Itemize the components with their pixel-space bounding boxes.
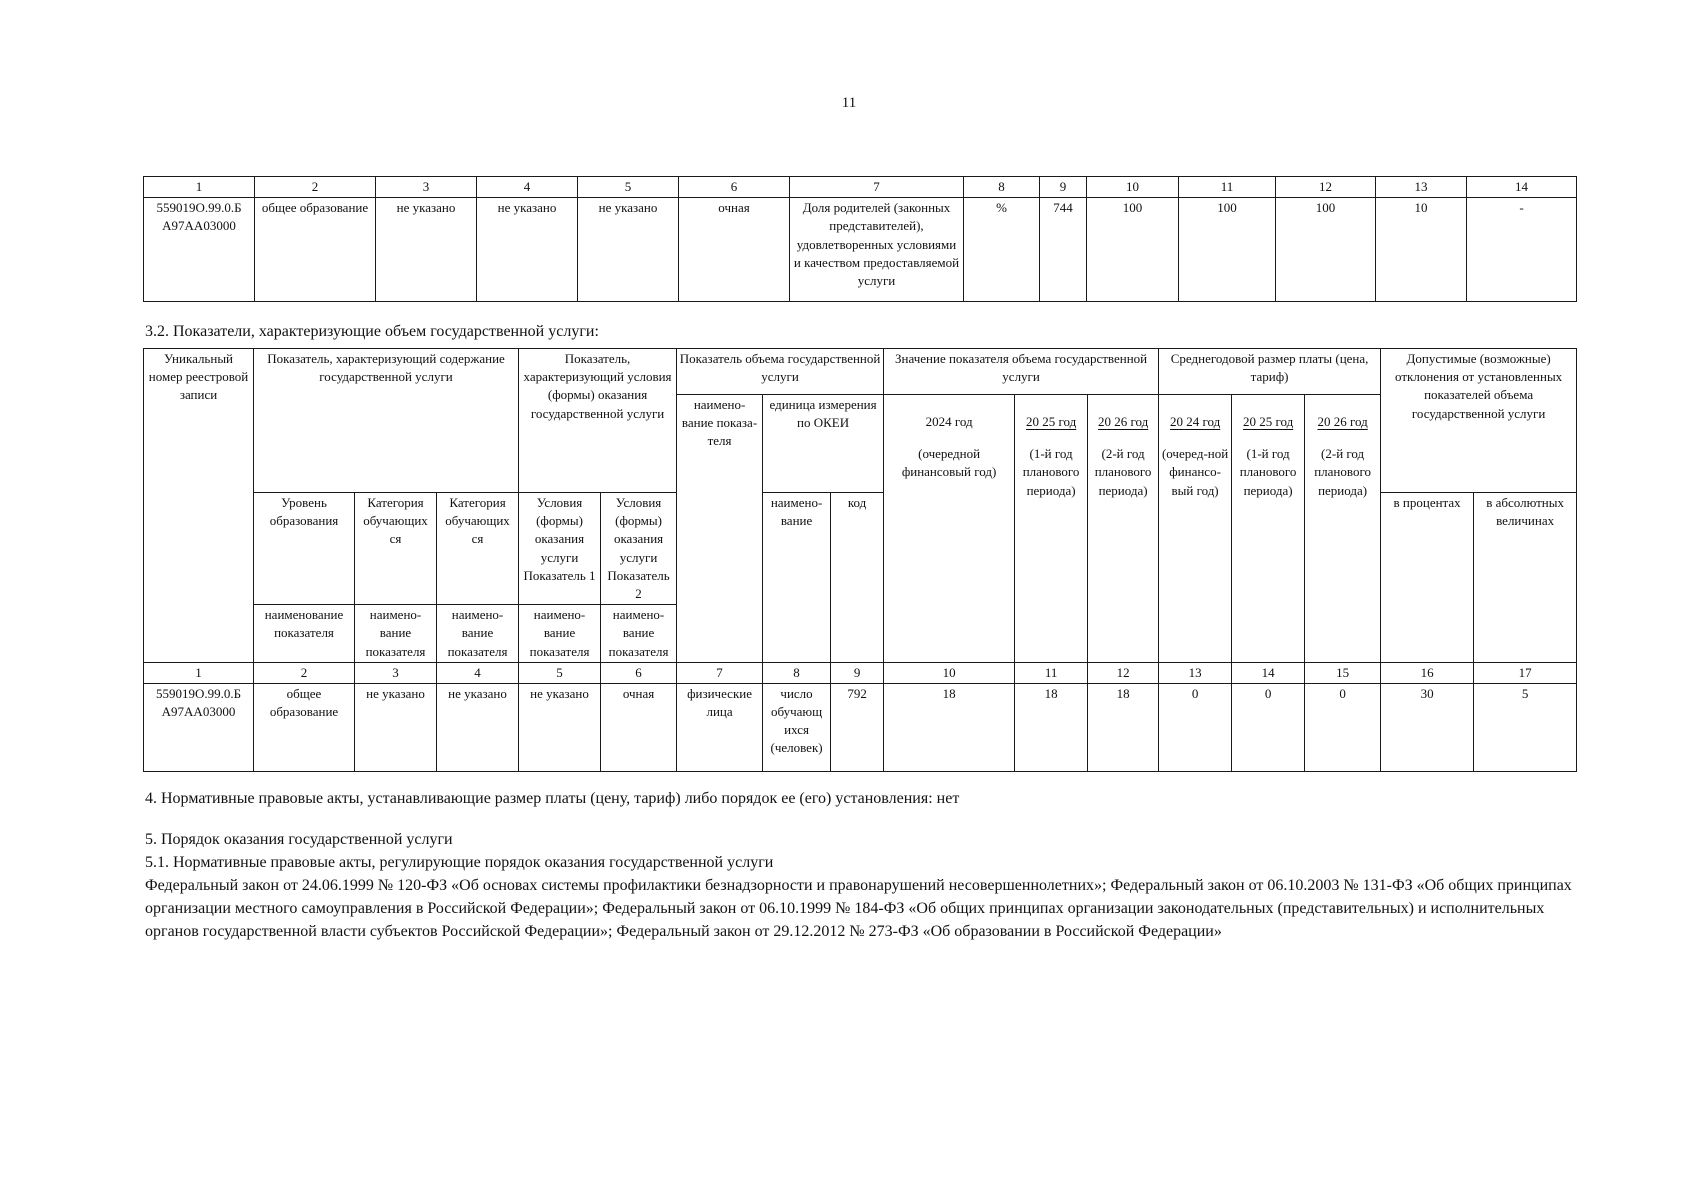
- cell-category: не указано: [376, 198, 477, 302]
- law-references-text: Федеральный закон от 24.06.1999 № 120-ФЗ «Об основах системы профилактики безнадзорности и правонарушений несовершеннолетних»; Федеральный закон от 06.10.2003 № 131-ФЗ «Об общих принципах организации местного самоуправления в Российской Федерации»; Федеральный закон от 06.10.1999 № 184-ФЗ «Об общих принципах организации законодательных (представительных) и исполнительных органов государственной власти субъектов Российской Федерации»; Федеральный закон от 29.12.2012 № 273-ФЗ «Об образовании в Российской Федерации»: [145, 877, 1572, 940]
- column-number: 10: [884, 662, 1015, 683]
- fee-2026-label: 20 26 год: [1317, 414, 1368, 429]
- cell-fee: 0: [1159, 683, 1232, 771]
- fee-2025-label: 20 25 год: [1242, 414, 1294, 429]
- header-student-category: Категория обучающих ся: [355, 493, 437, 605]
- header-unit-name: наимено-вание: [763, 493, 831, 663]
- fee-period-2: (2-й год планового периода): [1314, 446, 1371, 498]
- header-year-2026: [1088, 395, 1159, 663]
- header-student-category: Категория обучающих ся: [437, 493, 519, 605]
- cell-fee: 0: [1305, 683, 1381, 771]
- column-number: 16: [1381, 662, 1474, 683]
- cell-unit-code: 744: [1040, 198, 1087, 302]
- header-condition-1: Условия (формы) оказания услуги Показатель 1: [519, 493, 601, 605]
- cell-unit-name: %: [964, 198, 1040, 302]
- cell-condition: не указано: [519, 683, 601, 771]
- header-indicator-name: наименование показателя: [254, 605, 355, 663]
- header-year-2024: [884, 395, 1015, 663]
- header-fee-2026: [1305, 395, 1381, 663]
- fee-period-1: (1-й год планового периода): [1239, 446, 1297, 498]
- cell-form: очная: [601, 683, 677, 771]
- registry-number: 559019О.99.0.Б А97АА03000: [144, 198, 255, 302]
- year-2024-label: 2024 год: [925, 414, 973, 429]
- header-year-2025: [1015, 395, 1088, 663]
- header-deviation: Допустимые (возможные) отклонения от установленных показателей объема государственной услуги: [1381, 349, 1577, 493]
- cell-indicator-name: физические лица: [677, 683, 763, 771]
- header-fee-2024: [1159, 395, 1232, 663]
- column-number: 5: [519, 662, 601, 683]
- column-number: 1: [144, 177, 255, 198]
- column-number: 9: [1040, 177, 1087, 198]
- cell-value: 18: [884, 683, 1015, 771]
- cell-deviation: 5: [1474, 683, 1577, 771]
- section-5-title: 5. Порядок оказания государственной услуги: [145, 831, 453, 848]
- column-number: 6: [679, 177, 790, 198]
- column-number: 8: [763, 662, 831, 683]
- column-number: 2: [255, 177, 376, 198]
- cell-value: 18: [1015, 683, 1088, 771]
- column-number: 13: [1376, 177, 1467, 198]
- column-number: 7: [790, 177, 964, 198]
- column-number: 13: [1159, 662, 1232, 683]
- table-row: [144, 683, 1577, 771]
- column-number: 4: [437, 662, 519, 683]
- column-number: 11: [1179, 177, 1276, 198]
- cell-education: общее образование: [255, 198, 376, 302]
- header-volume-name: наимено-вание показа-теля: [677, 395, 763, 663]
- header-content-indicator: Показатель, характеризующий содержание государственной услуги: [254, 349, 519, 493]
- header-conditions-indicator: Показатель, характеризующий условия (формы) оказания государственной услуги: [519, 349, 677, 493]
- cell-value: 100: [1087, 198, 1179, 302]
- header-okei-unit: единица измерения по ОКЕИ: [763, 395, 884, 493]
- cell-category: не указано: [477, 198, 578, 302]
- year-2026-label: 20 26 год: [1097, 414, 1149, 429]
- fee-period-0: (очеред-ной финансо-вый год): [1161, 446, 1229, 498]
- cell-unit-code: 792: [831, 683, 884, 771]
- column-number: 2: [254, 662, 355, 683]
- column-number: 15: [1305, 662, 1381, 683]
- header-indicator-name: наимено-вание показателя: [437, 605, 519, 663]
- column-number: 5: [578, 177, 679, 198]
- cell-category: не указано: [355, 683, 437, 771]
- header-education-level: Уровень образования: [254, 493, 355, 605]
- volume-indicators-table: [143, 348, 1577, 772]
- header-fee-2025: [1232, 395, 1305, 663]
- column-number: 14: [1232, 662, 1305, 683]
- cell-deviation: 30: [1381, 683, 1474, 771]
- column-number: 14: [1467, 177, 1577, 198]
- section-3-2-title: 3.2. Показатели, характеризующие объем государственной услуги:: [145, 323, 599, 340]
- registry-number: 559019О.99.0.Б А97АА03000: [144, 683, 254, 771]
- header-indicator-name: наимено-вание показателя: [355, 605, 437, 663]
- column-number: 4: [477, 177, 578, 198]
- header-volume-value: Значение показателя объема государственной услуги: [884, 349, 1159, 395]
- section-5-1-title: 5.1. Нормативные правовые акты, регулирующие порядок оказания государственной услуги: [145, 854, 774, 871]
- column-number: 17: [1474, 662, 1577, 683]
- column-number: 3: [355, 662, 437, 683]
- column-number: 6: [601, 662, 677, 683]
- year-2024-sub: (очередной финансовый год): [901, 446, 997, 480]
- header-indicator-name: наимено-вание показателя: [519, 605, 601, 663]
- cell-value: 100: [1179, 198, 1276, 302]
- table-header-row: [144, 177, 1577, 198]
- header-indicator-name: наимено-вание показателя: [601, 605, 677, 663]
- header-deviation-absolute: в абсолютных величинах: [1474, 493, 1577, 663]
- column-number: 8: [964, 177, 1040, 198]
- column-number: 11: [1015, 662, 1088, 683]
- cell-education: общее образование: [254, 683, 355, 771]
- plan-period-2: (2-й год планового периода): [1094, 446, 1152, 498]
- column-number: 12: [1088, 662, 1159, 683]
- header-deviation-percent: в процентах: [1381, 493, 1474, 663]
- header-volume-indicator: Показатель объема государственной услуги: [677, 349, 884, 395]
- cell-category: не указано: [437, 683, 519, 771]
- cell-unit-name: число обучающ ихся (человек): [763, 683, 831, 771]
- cell-deviation: 10: [1376, 198, 1467, 302]
- column-numbers-row: [144, 662, 1577, 683]
- plan-period-1: (1-й год планового периода): [1022, 446, 1080, 498]
- cell-fee: 0: [1232, 683, 1305, 771]
- column-number: 10: [1087, 177, 1179, 198]
- cell-indicator-name: Доля родителей (законных представителей), удовлетворенных условиями и качеством предоставляемой услуги: [790, 198, 964, 302]
- cell-form: очная: [679, 198, 790, 302]
- cell-deviation: -: [1467, 198, 1577, 302]
- header-condition-2: Условия (формы) оказания услуги Показатель 2: [601, 493, 677, 605]
- header-fee: Среднегодовой размер платы (цена, тариф): [1159, 349, 1381, 395]
- column-number: 1: [144, 662, 254, 683]
- column-number: 9: [831, 662, 884, 683]
- column-number: 7: [677, 662, 763, 683]
- cell-value: 100: [1276, 198, 1376, 302]
- fee-2024-label: 20 24 год: [1169, 414, 1221, 429]
- section-4-text: 4. Нормативные правовые акты, устанавливающие размер платы (цену, тариф) либо порядок ее (его) установления: нет: [145, 790, 960, 807]
- cell-condition: не указано: [578, 198, 679, 302]
- quality-indicators-table: [143, 176, 1577, 302]
- year-2025-label: 20 25 год: [1025, 414, 1077, 429]
- header-unique-number: Уникальный номер реестровой записи: [144, 349, 254, 663]
- header-unit-code: код: [831, 493, 884, 663]
- column-number: 3: [376, 177, 477, 198]
- cell-value: 18: [1088, 683, 1159, 771]
- column-number: 12: [1276, 177, 1376, 198]
- page-number: 11: [841, 95, 857, 111]
- table-row: [144, 198, 1577, 302]
